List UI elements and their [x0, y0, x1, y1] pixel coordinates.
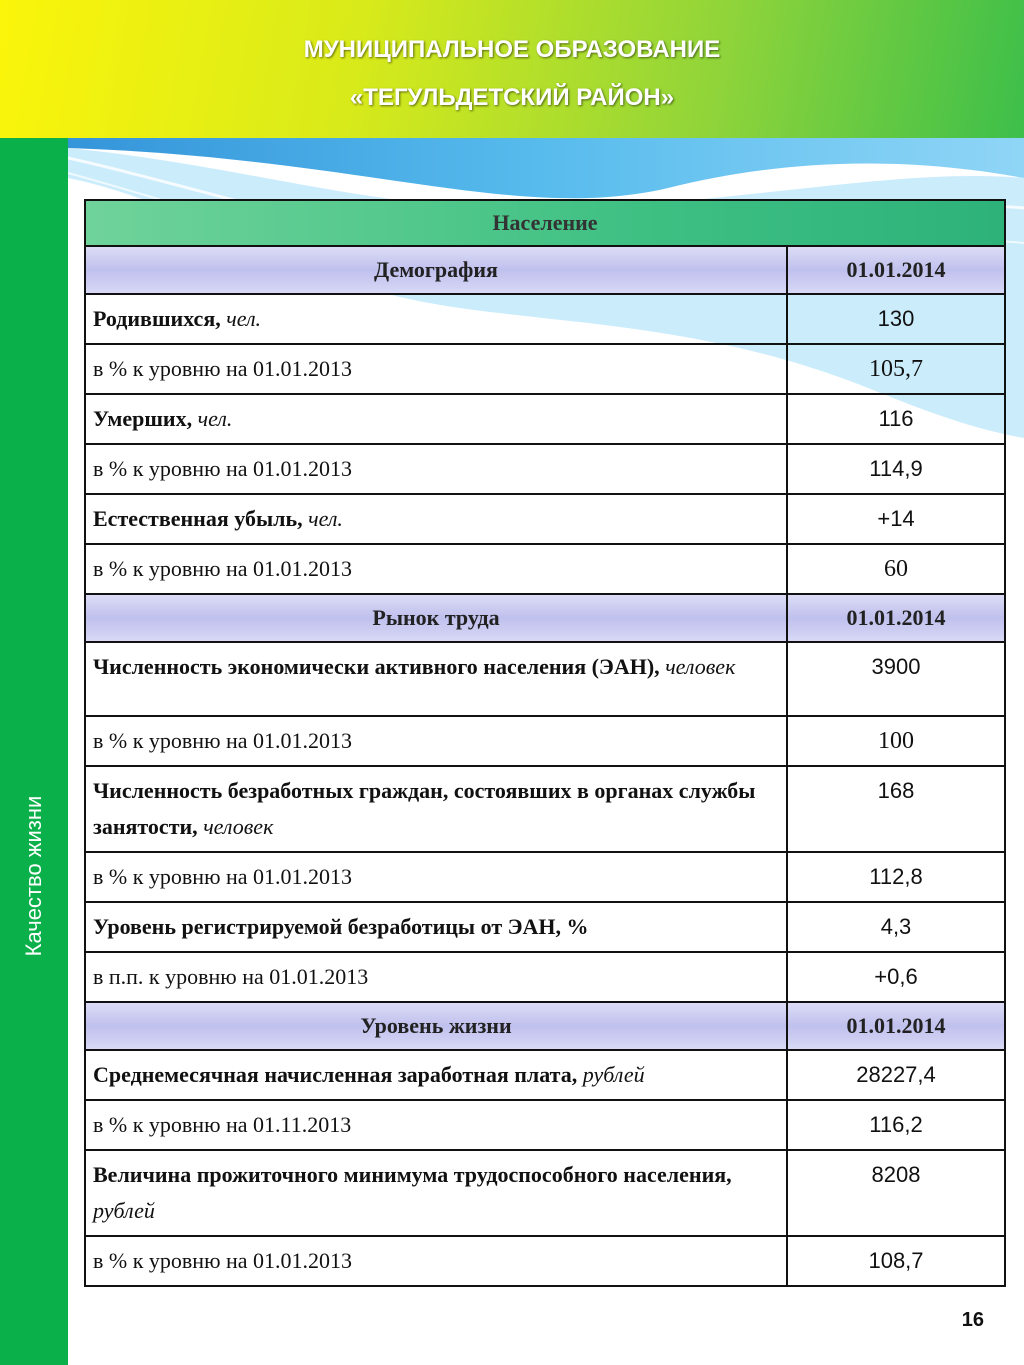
table-row — [85, 852, 1005, 902]
row-label-bold: Родившихся, — [93, 306, 221, 331]
row-label — [85, 902, 787, 952]
row-label — [85, 1050, 787, 1100]
row-value: 130 — [787, 294, 1005, 344]
sidebar — [0, 138, 68, 1365]
row-label-bold: Естественная убыль, — [93, 506, 303, 531]
section-title: Демография — [85, 246, 787, 294]
table-row — [85, 544, 1005, 594]
row-label-bold: Уровень регистрируемой безработицы от ЭАН, % — [93, 914, 589, 939]
row-label-text: в % к уровню на 01.01.2013 — [93, 556, 353, 581]
row-label — [85, 544, 787, 594]
row-value: 4,3 — [787, 902, 1005, 952]
row-label-text: в % к уровню на 01.01.2013 — [93, 864, 353, 889]
table-row — [85, 294, 1005, 344]
table-row — [85, 1100, 1005, 1150]
row-label — [85, 444, 787, 494]
table-row — [85, 1236, 1005, 1286]
row-label-text: в % к уровню на 01.01.2013 — [93, 1248, 353, 1273]
table-row — [85, 1050, 1005, 1100]
table-row — [85, 344, 1005, 394]
row-value: 28227,4 — [787, 1050, 1005, 1100]
row-label-text: в % к уровню на 01.01.2013 — [93, 728, 353, 753]
table-row — [85, 766, 1005, 852]
row-label — [85, 494, 787, 544]
table-title-row — [85, 200, 1005, 246]
row-value: 100 — [787, 716, 1005, 766]
row-value: 116,2 — [787, 1100, 1005, 1150]
row-label — [85, 716, 787, 766]
page-number: 16 — [961, 1309, 984, 1331]
row-label — [85, 394, 787, 444]
row-value: 60 — [787, 544, 1005, 594]
row-label-unit: человек — [665, 654, 736, 679]
table-row — [85, 952, 1005, 1002]
row-label — [85, 1236, 787, 1286]
row-label-unit: рублей — [93, 1198, 155, 1223]
row-label — [85, 344, 787, 394]
row-value: +14 — [787, 494, 1005, 544]
section-header-row — [85, 246, 1005, 294]
row-label — [85, 952, 787, 1002]
row-value: 168 — [787, 766, 1005, 852]
section-date: 01.01.2014 — [787, 246, 1005, 294]
row-value: 105,7 — [787, 344, 1005, 394]
row-label-bold: Численность безработных граждан, состоявших в органах службы занятости, — [93, 778, 756, 839]
section-title: Уровень жизни — [85, 1002, 787, 1050]
row-value: 108,7 — [787, 1236, 1005, 1286]
row-label-bold: Среднемесячная начисленная заработная плата, — [93, 1062, 578, 1087]
row-label — [85, 1150, 787, 1236]
table-row — [85, 494, 1005, 544]
header-title-line2: «ТЕГУЛЬДЕТСКИЙ РАЙОН» — [349, 84, 675, 111]
table-title: Население — [85, 200, 1005, 246]
population-table — [84, 199, 1006, 1287]
row-label — [85, 294, 787, 344]
table-row — [85, 394, 1005, 444]
row-label-text: в % к уровню на 01.01.2013 — [93, 356, 353, 381]
row-value: 3900 — [787, 642, 1005, 716]
row-label-unit: чел. — [226, 306, 262, 331]
section-date: 01.01.2014 — [787, 1002, 1005, 1050]
sidebar-label: Качество жизни — [21, 795, 46, 957]
table-row — [85, 1150, 1005, 1236]
section-title: Рынок труда — [85, 594, 787, 642]
row-label — [85, 852, 787, 902]
row-label-bold: Численность экономически активного населения (ЭАН), — [93, 654, 660, 679]
header-title-line1: МУНИЦИПАЛЬНОЕ ОБРАЗОВАНИЕ — [303, 36, 721, 63]
section-date: 01.01.2014 — [787, 594, 1005, 642]
row-label-unit: рублей — [582, 1062, 645, 1087]
row-label — [85, 766, 787, 852]
row-label — [85, 1100, 787, 1150]
header-banner — [0, 0, 1024, 138]
row-label-text: в п.п. к уровню на 01.01.2013 — [93, 964, 369, 989]
row-label — [85, 642, 787, 716]
row-label-text: в % к уровню на 01.11.2013 — [93, 1112, 352, 1137]
table-row — [85, 642, 1005, 716]
section-header-row — [85, 594, 1005, 642]
row-value: 114,9 — [787, 444, 1005, 494]
row-value: 112,8 — [787, 852, 1005, 902]
section-header-row — [85, 1002, 1005, 1050]
row-value: 8208 — [787, 1150, 1005, 1236]
row-label-unit: чел. — [308, 506, 343, 531]
table-row — [85, 902, 1005, 952]
table-row — [85, 716, 1005, 766]
table-row — [85, 444, 1005, 494]
row-label-bold: Умерших, — [93, 406, 193, 431]
row-label-unit: человек — [203, 814, 274, 839]
row-label-bold: Величина прожиточного минимума трудоспособного населения, — [93, 1162, 732, 1187]
row-label-unit: чел. — [197, 406, 233, 431]
row-label-text: в % к уровню на 01.01.2013 — [93, 456, 353, 481]
row-value: 116 — [787, 394, 1005, 444]
row-value: +0,6 — [787, 952, 1005, 1002]
